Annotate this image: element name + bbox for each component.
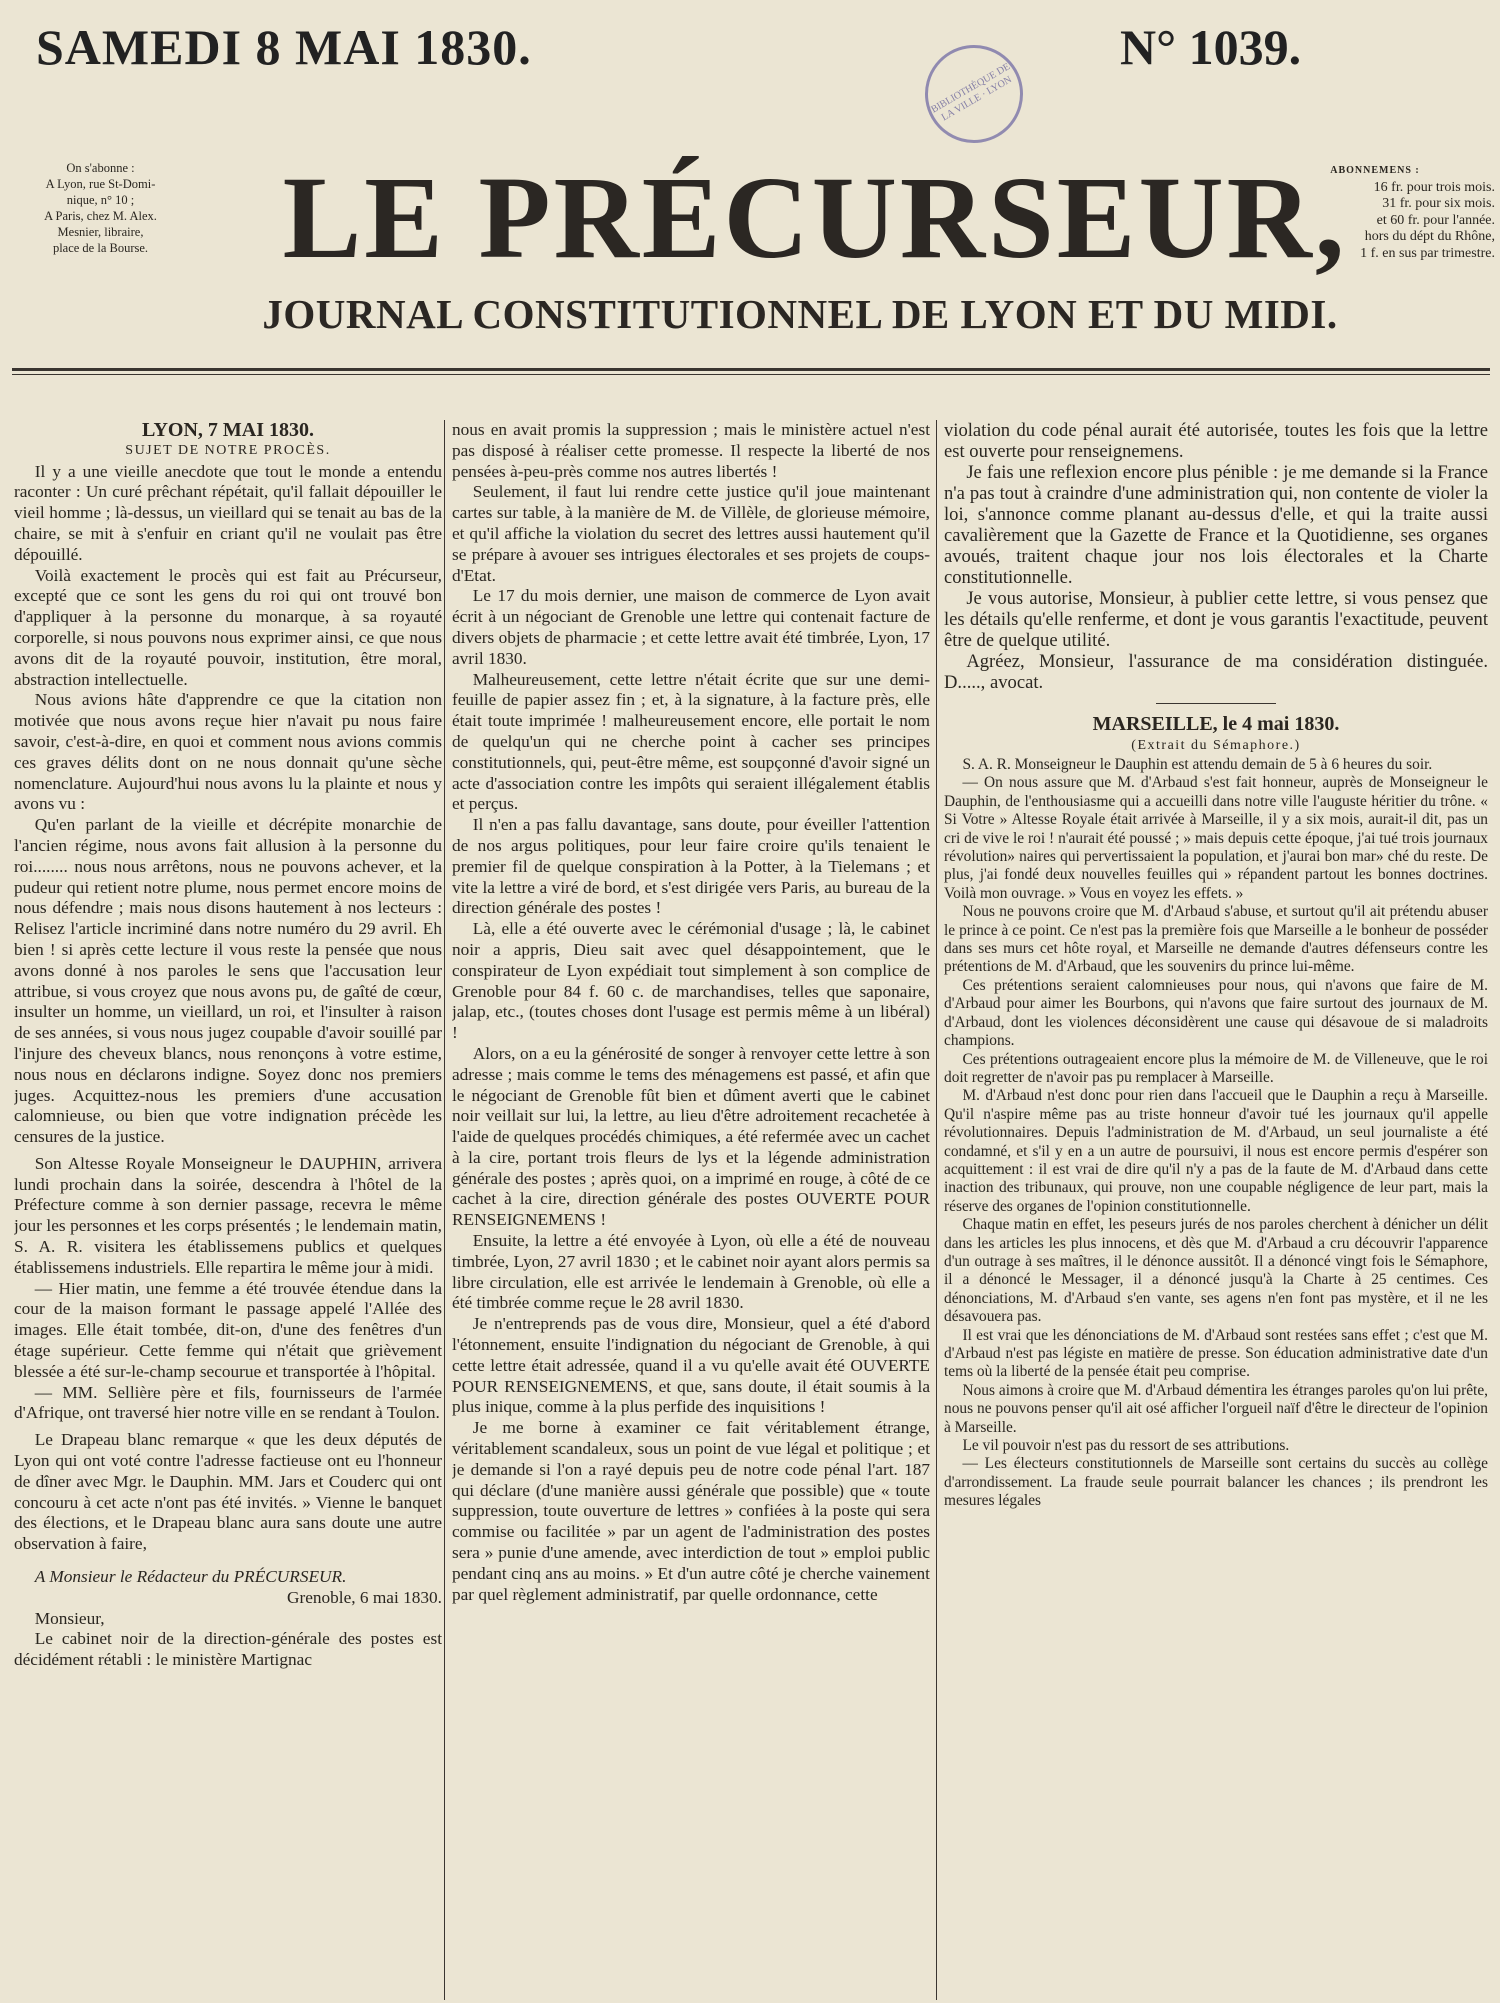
letter-salutation: Monsieur, — [34, 1608, 105, 1628]
issue-number: N° 1039. — [1120, 19, 1302, 75]
subscribe-line: Mesnier, libraire, — [57, 225, 144, 239]
paragraph: — On nous assure que M. d'Arbaud s'est fait honneur, auprès de Monseigneur le Dauphin, de l'enthousiasme qui a accueilli dans notre ville l'auguste héritier du trône. « Si Votre » Altesse Royale était arrivée à Marseille, il y a six mois, aurait-il dit, pas un cri de vive le roi ! n'aurait été poussé ; » mais depuis cette époque, j'ai tué trois journaux révolution» naires qui pervertissaient la population, et j'aurai bon mar» ché du reste. De plus, j'ai fondé deux nouvelles feuilles qui » répandent partout les bonnes doctrines. Voilà mon ouvrage. » Vous en voyez les effets. » — [944, 774, 1488, 902]
paragraph: Son Altesse Royale Monseigneur le DAUPHIN, arrivera lundi prochain dans la soirée, descendra à l'hôtel de la Préfecture comme à son dernier passage, recevra le même jour les personnes et les corps présentés ; le lendemain matin, S. A. R. visitera les établissemens publics et quelques établissemens industriels. Elle repartira le même jour à midi. — [14, 1153, 442, 1277]
article-source: (Extrait du Sémaphore.) — [1131, 738, 1301, 753]
newspaper-title: LE PRÉCURSEUR, — [282, 152, 1348, 283]
paragraph: M. d'Arbaud n'est donc pour rien dans l'accueil que le Dauphin a reçu à Marseille. Qu'il n'aspire même pas au triste honneur d'avoir tué les journaux qu'il appelle révolutionnaires. Depuis l'administration de M. d'Arbaud, un seul journaliste a été condamné, et s'il y en a un autre de poursuivi, il nous est encore permis d'espérer son acquittement : il est vrai de dire qu'il n'y a pas de la faute de M. d'Arbaud dans cette inaction des tribunaux, qui prouve, non une coupable négligence de leur part, mais la réserve des organes de l'opinion constitutionnelle. — [944, 1087, 1488, 1215]
subscribe-line: place de la Bourse. — [52, 241, 149, 255]
paragraph: nous en avait promis la suppression ; mais le ministère actuel n'est pas disposé à réaliser cette promesse. Il respecte la liberté de nos pensées à-peu-près comme nos autres libertés ! — [452, 420, 930, 481]
paragraph: — MM. Sellière père et fils, fournisseurs de l'armée d'Afrique, ont traversé hier notre ville en se rendant à Toulon. — [14, 1382, 442, 1423]
library-stamp: BIBLIOTHÈQUE DE LA VILLE · LYON — [907, 27, 1041, 161]
letter-place-date: Grenoble, 6 mai 1830. — [286, 1587, 442, 1607]
paragraph: Nous ne pouvons croire que M. d'Arbaud s'abuse, et surtout qu'il ait prétendu abuser le prince à ce point. Ce n'est pas la première fois que Marseille a le bonheur de posséder dans ses murs cet hôte royal, et Marseille ne demande d'autres défenseurs contre les prétentions de M. d'Arbaud, que les souvenirs du prince lui-même. — [944, 903, 1488, 976]
paragraph: Chaque matin en effet, les peseurs jurés de nos paroles cherchent à dénicher un délit dans les articles les plus innocens, et dès que M. d'Arbaud a cru découvrir l'apparence d'un outrage à ses maîtres, il le dénonce aussitôt. Il a dénoncé vingt fois le Sémaphore, il a dénoncé le Messager, il a dénoncé jusqu'à la Charte à 25 centimes. Ces dénonciations, M. d'Arbaud s'en vante, ses agens n'en font pas mystère, et il ne les désavouera pas. — [944, 1216, 1488, 1326]
column-1 — [14, 420, 442, 2000]
paragraph: Ces prétentions outrageaient encore plus la mémoire de M. de Villeneuve, que le roi doit regretter de n'avoir pas pu remplacer à Marseille. — [944, 1050, 1488, 1086]
paragraph: Alors, on a eu la générosité de songer à renvoyer cette lettre à son adresse ; mais comme le tems des ménagemens est passé, et afin que le négociant de Grenoble fût bien et dûment averti que le cabinet noir veillait sur lui, la lettre, au lieu d'être adroitement recachetée à l'aide de quelques procédés chimiques, a été refermée avec un cachet à la cire, portant trois fleurs de lys et la légende administration générale des postes ; après quoi, on a imprimé en rouge, à côté de ce cachet à la cire, direction générale des postes OUVERTE POUR RENSEIGNEMENS ! — [452, 1043, 930, 1230]
subscription-prices — [1255, 163, 1495, 262]
paragraph: Seulement, il faut lui rendre cette justice qu'il joue maintenant cartes sur table, à la manière de M. de Villèle, de glorieuse mémoire, et qu'il affiche la violation du secret des lettres aussi hautement qu'il se prépare à avouer ses intrigues électorales et ses projets de coups-d'Etat. — [452, 482, 930, 585]
paragraph: Le cabinet noir de la direction-générale des postes est décidément rétabli : le ministère Martignac — [14, 1629, 442, 1670]
paragraph: Il y a une vieille anecdote que tout le monde a entendu raconter : Un curé prêchant répétait, qu'il fallait dépouiller le vieil homme ; là-dessus, un vieillard qui se tenait au bas de la chaire, se mit à s'enfuir en criant qu'il ne voulait pas être dépouillé. — [14, 461, 442, 564]
paragraph: Voilà exactement le procès qui est fait au Précurseur, excepté que ce sont les gens du roi qui ont trouvé bon d'appliquer à la personne du monarque, à sa royauté corporelle, si nous pouvons nous exprimer ainsi, ce que nous avons dit de la royauté pouvoir, institution, être moral, abstraction intellectuelle. — [14, 565, 442, 689]
column-rule — [936, 420, 937, 2000]
paragraph: Qu'en parlant de la vieille et décrépite monarchie de l'ancien régime, nous avons fait allusion à la personne du roi........ nous nous arrêtons, nous ne pouvons achever, et la pudeur qui retient notre plume, nous permet encore moins de nous défendre ; mais nous disons hautement à nos lecteurs : Relisez l'article incriminé dans notre numéro du 29 avril. Eh bien ! si après cette lecture il vous reste la pensée que nous avons donné à nos paroles le sens que l'accusation leur attribue, si vous croyez que nous avons pu, de gaîté de cœur, insulter un homme, un vieillard, un roi, et l'insulter à raison de ses années, si vous nous jugez coupable d'avoir souillé par l'injure des cheveux blancs, nous renonçons à votre estime, nous nous en déclarons indigne. Soyez donc nos premiers juges. Acquittez-nous les premiers d'une accusation calomnieuse, ou bien que votre indignation précède les censures de la justice. — [14, 815, 442, 1147]
masthead-rule — [12, 368, 1490, 371]
price-line: 31 fr. pour six mois. — [1382, 196, 1495, 211]
paragraph: — Les électeurs constitutionnels de Marseille sont certains du succès au collège d'arrondissement. La fraude seule pourrait balancer les chances ; ils prendront les mesures légales — [944, 1455, 1488, 1510]
section-rule — [1156, 703, 1276, 704]
column-rule — [444, 420, 445, 2000]
paragraph: Je me borne à examiner ce fait véritablement étrange, véritablement scandaleux, sous un point de vue légal et politique ; et je demande si l'on a rayé depuis peu de notre code pénal l'art. 187 qui déclare (d'une manière aussi générale que possible) que « toute suppression, toute ouverture de lettres » confiées à la poste qui sera commise ou facilitée » par un agent de l'administration des postes sera » punie d'une amende, avec interdiction de tout » emploi public pendant cinq ans au moins. » Et d'un autre côté je cherche vainement par quel règlement administratif, par quelle ordonnance, cette — [452, 1418, 930, 1604]
paragraph: Malheureusement, cette lettre n'était écrite que sur une demi-feuille de papier assez fin ; et, à la signature, à la facture près, elle était toute imprimée ! malheureusement encore, elle portait le nom de quelqu'un qui ne cherche point à cacher ses principes constitutionnels, qui, peut-être même, est soupçonné d'avoir signé un acte d'association contre les impôts qui seraient illégalement établis et perçus. — [452, 669, 930, 814]
column-2 — [452, 420, 930, 2000]
price-line: et 60 fr. pour l'année. — [1376, 212, 1495, 228]
price-line: 16 fr. pour trois mois. — [1373, 179, 1495, 195]
subscribe-line: nique, n° 10 ; — [66, 193, 135, 207]
subscribe-line: A Paris, chez M. Alex. — [44, 209, 157, 223]
masthead-rule — [12, 374, 1490, 375]
paragraph: S. A. R. Monseigneur le Dauphin est attendu demain de 5 à 6 heures du soir. — [962, 756, 1433, 773]
prices-heading: ABONNEMENS : — [1330, 165, 1420, 176]
paragraph: — Hier matin, une femme a été trouvée étendue dans la cour de la maison formant le passage appelé l'Allée des images. Elle était tombée, dit-on, d'une des fenêtres d'un étage supérieur. Cette femme qui n'était que grièvement blessée a été sur-le-champ secourue et transportée à l'hôpital. — [14, 1278, 442, 1381]
paragraph: Il n'en a pas fallu davantage, sans doute, pour éveiller l'attention de nos argus politiques, pour leur faire croire qu'ils tenaient le premier fil de quelque conspiration à la Potter, à la Tielemans ; et vite la lettre a viré de bord, et s'est dirigée vers Paris, au bureau de la direction générale des postes ! — [452, 815, 930, 918]
paragraph: Je fais une reflexion encore plus pénible : je me demande si la France n'a pas tout à craindre d'une administration qui, non contente de violer la loi, s'annonce comme planant au-dessus d'elle, et qui la traite aussi cavalièrement que la Gazette de France et la Quotidienne, ses organes avoués, traitent chaque jour nos lois électorales et la Charte constitutionnelle. — [944, 462, 1488, 588]
column-3 — [944, 420, 1488, 2000]
article-subheading: SUJET DE NOTRE PROCÈS. — [125, 442, 331, 458]
paragraph: Nous avions hâte d'apprendre ce que la citation non motivée que nous avons reçue hier n'avait pu nous faire savoir, c'est-à-dire, en quoi et comment nous avions commis ces graves délits dont on ne nous donnait qu'une sèche nomenclature. Aujourd'hui nous avons lu la plainte et nous y avons vu : — [14, 690, 442, 814]
article-heading: LYON, 7 MAI 1830. — [141, 420, 315, 441]
price-line: 1 f. en sus par trimestre. — [1360, 245, 1495, 261]
newspaper-subtitle: JOURNAL CONSTITUTIONNEL DE LYON ET DU MIDI. — [262, 291, 1338, 337]
paragraph: Ensuite, la lettre a été envoyée à Lyon, où elle a été de nouveau timbrée, Lyon, 27 avril 1830 ; et le cabinet noir ayant alors permis sa libre circulation, elle est arrivée le lendemain à Grenoble, où elle a été timbrée comme reçue le 28 avril 1830. — [452, 1231, 930, 1313]
subscription-info-left — [38, 160, 163, 256]
paragraph: Là, elle a été ouverte avec le cérémonial d'usage ; là, le cabinet noir a appris, Dieu sait avec quel désappointement, que le conspirateur de Lyon expédiait tout simplement à son complice de Grenoble pour 84 f. 60 c. de marchandises, telles que saponaire, jalap, etc., (toutes choses dont l'usage est permis même à un libéral) ! — [452, 919, 930, 1043]
letter-signature: Agréez, Monsieur, l'assurance de ma considération distinguée. D....., avocat. — [944, 651, 1488, 693]
paragraph: Le 17 du mois dernier, une maison de commerce de Lyon avait écrit à un négociant de Grenoble une lettre qui contenait facture de divers objets de pharmacie ; et cette lettre avait été timbrée, Lyon, 17 avril 1830. — [452, 586, 930, 668]
issue-date: SAMEDI 8 MAI 1830. — [36, 19, 532, 75]
paragraph: Je vous autorise, Monsieur, à publier cette lettre, si vous pensez que les détails qu'elle renferme, et dont je vous garantis l'exactitude, peuvent être de quelque utilité. — [944, 588, 1488, 651]
price-line: hors du dépt du Rhône, — [1364, 229, 1495, 244]
paragraph: Nous aimons à croire que M. d'Arbaud démentira les étranges paroles qu'on lui prête, nous ne pouvons penser qu'il ait osé afficher l'orgueil naïf d'être le directeur de l'opinion à Marseille. — [944, 1381, 1488, 1436]
paragraph: Le Drapeau blanc remarque « que les deux députés de Lyon qui ont voté contre l'adresse factieuse ont eu l'honneur de dîner avec Mgr. le Dauphin. MM. Jars et Couderc qui ont concouru à cet acte n'ont pas été invités. » Vienne le banquet des élections, et le Drapeau blanc aura sans doute une autre observation à faire, — [14, 1430, 442, 1554]
subscribe-line: A Lyon, rue St-Domi- — [45, 177, 156, 191]
paragraph: Le vil pouvoir n'est pas du ressort de ses attributions. — [962, 1437, 1290, 1455]
paragraph: Je n'entreprends pas de vous dire, Monsieur, quel a été d'abord l'étonnement, ensuite l'indignation du négociant de Grenoble, à qui cette lettre était adressée, quand il a vu qu'elle avait été OUVERTE POUR RENSEIGNEMENS, et que, sans doute, il était soumis à la plus inique, comme à la plus perfide des inquisitions ! — [452, 1314, 930, 1417]
subscribe-line: On s'abonne : — [66, 161, 135, 175]
paragraph: Ces prétentions seraient calomnieuses pour nous, qui n'avons que faire de M. d'Arbaud pour aimer les Bourbons, qui n'avons que faire surtout des journaux de M. d'Arbaud, dont les violences déconsidèrent une cause qui désavoue de si maladroits champions. — [944, 976, 1488, 1050]
paragraph: violation du code pénal aurait été autorisée, toutes les fois que la lettre est ouverte pour renseignemens. — [944, 420, 1488, 462]
letter-heading: A Monsieur le Rédacteur du PRÉCURSEUR. — [34, 1567, 347, 1587]
article-heading: MARSEILLE, le 4 mai 1830. — [1092, 713, 1340, 735]
paragraph: Il est vrai que les dénonciations de M. d'Arbaud sont restées sans effet ; c'est que M. d'Arbaud n'est pas légiste en matière de presse. Son éducation administrative date d'un tems où la liberté de la pensée était peu comprise. — [944, 1326, 1488, 1381]
